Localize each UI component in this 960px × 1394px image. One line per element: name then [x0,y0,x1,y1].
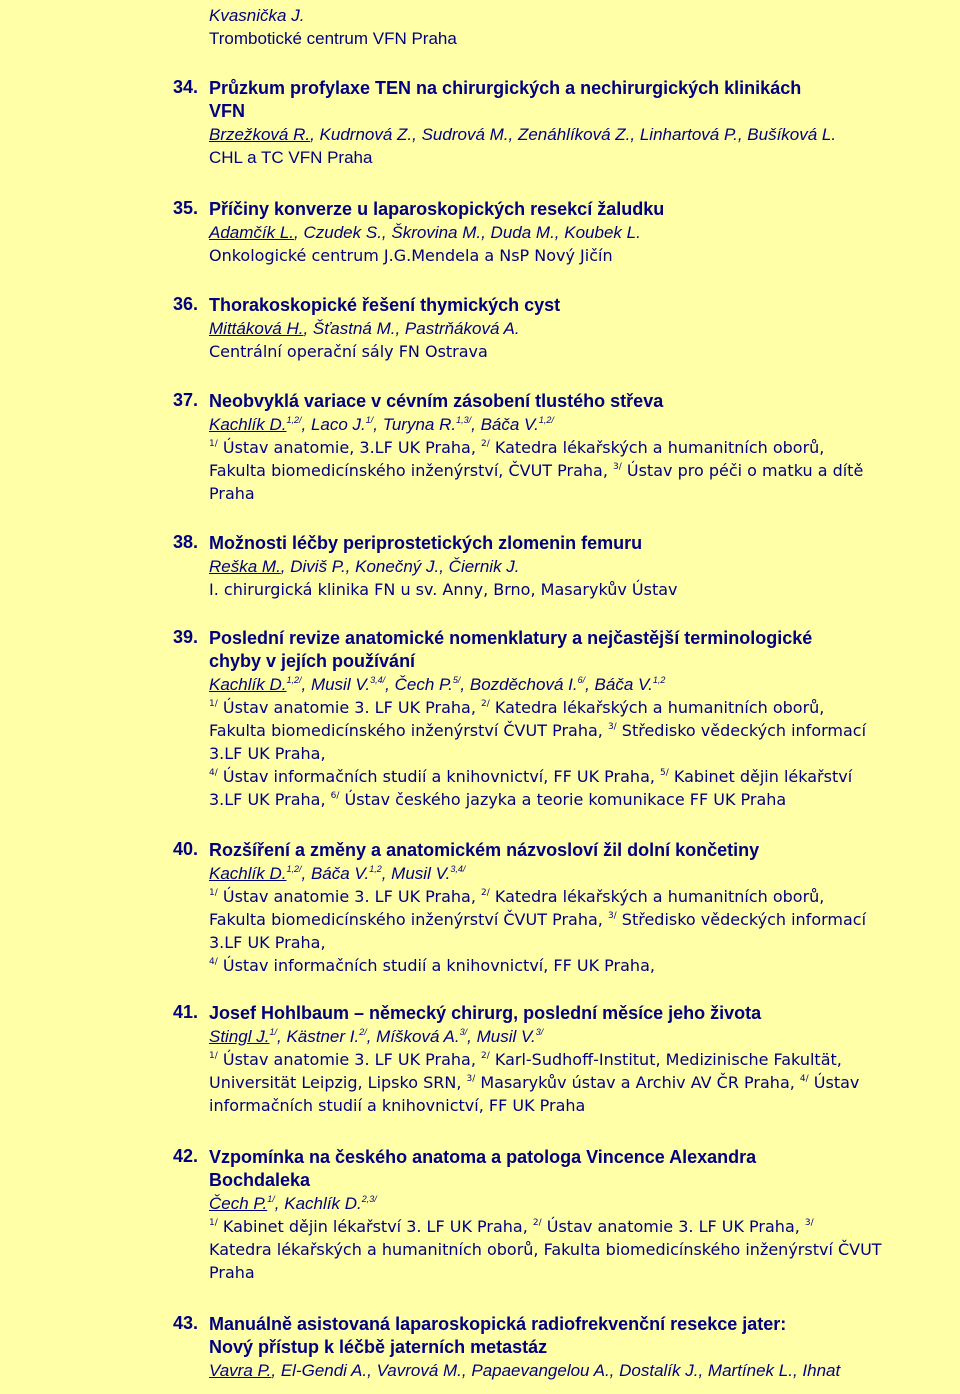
affiliation: Centrální operační sály FN Ostrava [209,342,488,361]
affiliation-text: Ústav informačních studií a knihovnictví, FF UK Praha, [217,767,661,786]
authors [209,123,944,146]
item-title-cont: chyby v jejích používání [209,651,416,671]
item-number: 38. [173,532,199,552]
affiliation-superscript: 2/ [481,439,490,449]
affiliation-superscript: 1/ [209,1051,218,1061]
affiliation: Onkologické centrum J.G.Mendela a NsP Nový Jičín [209,246,613,265]
co-author: , Čech P. [385,675,453,694]
item-title: Rozšíření a změny a anatomickém názvosloví žil dolní končetiny [209,840,760,860]
item-title: Průzkum profylaxe TEN na chirurgických a nechirurgických klinikách [209,78,802,98]
affiliation [209,788,944,811]
affiliation-superscript: 3/ [466,1074,476,1084]
author-superscript: 1,3/ [456,415,472,425]
affiliation-text: Katedra lékařských a humanitních oborů, [489,887,825,906]
affiliation: 3.LF UK Praha, [209,933,326,952]
affiliation-superscript: 1/ [209,699,218,709]
author-superscript: 1/ [267,1194,275,1204]
co-author: , Báča V. [585,675,653,694]
author-superscript: 1,2 [652,675,666,685]
affiliation-text: Masarykův ústav a Archiv AV ČR Praha, [475,1073,800,1092]
author-superscript: 3/ [535,1027,544,1037]
affiliation: Praha [209,484,255,503]
first-author: Stingl J. [209,1027,270,1046]
affiliation-superscript: 4/ [799,1074,809,1084]
item-title-cont: Bochdaleka [209,1170,311,1190]
author-superscript: 1/ [269,1027,277,1037]
co-author: , Kachlík D. [274,1194,362,1213]
affiliation-text: Ústav českého jazyka a teorie komunikace FF UK Praha [339,790,787,809]
item-title: Vzpomínka na českého anatoma a patologa Vincence Alexandra [209,1147,757,1167]
affiliation-superscript: 3/ [613,462,622,472]
affiliation-text: Ústav [808,1073,860,1092]
affiliation-superscript: 3/ [607,911,617,921]
authors [209,413,944,436]
affiliation-superscript: 3/ [804,1218,814,1228]
co-authors: , Diviš P., Konečný J., Čiernik J. [280,557,520,576]
item-number: 43. [173,1313,199,1333]
affiliation: CHL a TC VFN Praha [209,148,373,167]
co-author: , Musil V. [301,675,371,694]
item-36 [173,294,944,363]
affiliation-text: Středisko vědeckých informací [616,721,867,740]
author-superscript: 1,2 [369,864,382,874]
item-number: 39. [173,627,199,647]
affiliation-text: Kabinet dějin lékařství [668,767,853,786]
affiliation-text: Ústav anatomie 3. LF UK Praha, [541,1217,805,1236]
authors: Kvasnička J. [209,6,305,25]
affiliation-text: Ústav anatomie, 3.LF UK Praha, [217,438,482,457]
author-superscript: 5/ [452,675,461,685]
item-number: 42. [173,1146,199,1166]
author-superscript: 6/ [577,675,586,685]
item-43 [173,1313,944,1382]
item-number: 36. [173,294,199,314]
item-title-cont: VFN [209,101,245,121]
affiliation-superscript: 4/ [209,768,218,778]
item-35 [173,198,944,267]
first-author: Kachlík D. [209,675,287,694]
first-author: Adamčík L. [209,223,295,242]
authors [209,1192,944,1215]
author-superscript: 1,2/ [538,415,554,425]
affiliation [209,696,944,719]
item-title: Příčiny konverze u laparoskopických resekcí žaludku [209,199,665,219]
item-33-tail [173,4,944,50]
affiliation-text: Karl-Sudhoff-Institut, Medizinische Fakultät, [489,1050,842,1069]
item-34 [173,77,944,169]
first-author: Čech P. [209,1194,268,1213]
item-title: Možnosti léčby periprostetických zlomenin femuru [209,533,643,553]
affiliation-text: Fakulta biomedicínského inženýrství ČVUT Praha, [209,910,608,929]
co-author: , Míšková A. [366,1027,460,1046]
item-number: 41. [173,1002,199,1022]
co-author: , Musil V. [381,864,451,883]
item-title: Neobvyklá variace v cévním zásobení tlustého střeva [209,391,664,411]
co-author: , Musil V. [467,1027,536,1046]
affiliation-superscript: 3/ [607,722,617,732]
author-superscript: 2/ [359,1027,367,1037]
co-author: , Laco J. [301,415,366,434]
affiliation: I. chirurgická klinika FN u sv. Anny, Brno, Masarykův Ústav [209,580,678,599]
item-title-cont: Nový přístup k léčbě jaterních metastáz [209,1337,548,1357]
author-superscript: 3,4/ [450,864,466,874]
affiliation-superscript: 4/ [209,957,218,967]
authors [209,1025,944,1048]
affiliation [209,765,944,788]
item-number: 34. [173,77,199,97]
affiliation: 3.LF UK Praha, [209,744,326,763]
affiliation-superscript: 2/ [481,699,490,709]
affiliation [209,719,944,742]
affiliation-text: Ústav informačních studií a knihovnictví, FF UK Praha, [217,956,655,975]
affiliation-text: Katedra lékařských a humanitních oborů, [489,438,825,457]
authors [209,1359,944,1382]
affiliation [209,885,944,908]
authors [209,221,944,244]
affiliation-text: Středisko vědeckých informací [616,910,867,929]
first-author: Kachlík D. [209,864,287,883]
item-37 [173,390,944,505]
affiliation-superscript: 1/ [209,888,218,898]
affiliation [209,436,944,459]
affiliation-text: Katedra lékařských a humanitních oborů, [489,698,825,717]
affiliation-text: Universität Leipzig, Lipsko SRN, [209,1073,467,1092]
affiliation [209,459,944,482]
affiliation-superscript: 2/ [481,1051,490,1061]
co-authors: , El-Gendi A., Vavrová M., Papaevangelou A., Dostalík J., Martínek L., Ihnat [271,1361,841,1380]
item-title: Manuálně asistovaná laparoskopická radiofrekvenční resekce jater: [209,1314,787,1334]
co-authors: , Šťastná M., Pastrňáková A. [303,319,520,338]
co-author: , Kästner I. [277,1027,360,1046]
author-superscript: 1/ [365,415,374,425]
affiliation-text: Ústav anatomie 3. LF UK Praha, [217,887,482,906]
author-superscript: 1,2/ [286,415,302,425]
item-number: 37. [173,390,199,410]
affiliation-text: 3.LF UK Praha, [209,790,331,809]
co-authors: , Czudek S., Škrovina M., Duda M., Koubek L. [294,223,641,242]
author-superscript: 2,3/ [361,1194,377,1204]
co-author: , Bozděchová I. [460,675,578,694]
affiliation-superscript: 2/ [481,888,490,898]
author-superscript: 1,2/ [286,864,302,874]
item-title: Poslední revize anatomické nomenklatury a nejčastější terminologické [209,628,813,648]
affiliation: informačních studií a knihovnictví, FF UK Praha [209,1096,586,1115]
affiliation-text: Ústav anatomie 3. LF UK Praha, [217,1050,482,1069]
item-41 [173,1002,944,1117]
affiliation-text: Fakulta biomedicínského inženýrství ČVUT Praha, [209,721,608,740]
affiliation-text: Fakulta biomedicínského inženýrství, ČVUT Praha, [209,461,614,480]
author-superscript: 3/ [459,1027,468,1037]
first-author: Mittáková H. [209,319,304,338]
affiliation [209,1071,944,1094]
affiliation [209,954,944,977]
item-40 [173,839,944,977]
authors [209,862,944,885]
affiliation: Katedra lékařských a humanitních oborů, Fakulta biomedicínského inženýrství ČVUT [209,1240,882,1259]
affiliation-superscript: 6/ [330,791,340,801]
affiliation [209,1048,944,1071]
affiliation-text: Ústav pro péči o matku a dítě [621,461,864,480]
item-title: Thorakoskopické řešení thymických cyst [209,295,561,315]
item-title: Josef Hohlbaum – německý chirurg, poslední měsíce jeho života [209,1003,762,1023]
author-superscript: 3,4/ [370,675,386,685]
item-number: 40. [173,839,199,859]
co-author: , Báča V. [301,864,370,883]
affiliation: Trombotické centrum VFN Praha [209,29,457,48]
item-42 [173,1146,944,1284]
first-author: Reška M. [209,557,281,576]
authors [209,317,944,340]
item-38 [173,532,944,601]
authors [209,555,944,578]
affiliation [209,908,944,931]
affiliation-superscript: 5/ [660,768,669,778]
first-author: Kachlík D. [209,415,287,434]
first-author: Brzežková R. [209,125,311,144]
co-authors: , Kudrnová Z., Sudrová M., Zenáhlíková Z., Linhartová P., Bušíková L. [310,125,837,144]
affiliation-superscript: 1/ [209,1218,218,1228]
affiliation-superscript: 1/ [209,439,218,449]
item-number: 35. [173,198,199,218]
item-39 [173,627,944,811]
authors [209,673,944,696]
affiliation [209,1215,944,1238]
affiliation-text: Ústav anatomie 3. LF UK Praha, [217,698,482,717]
author-superscript: 1,2/ [286,675,302,685]
affiliation: Praha [209,1263,255,1282]
affiliation-superscript: 2/ [532,1218,542,1228]
co-author: , Turyna R. [373,415,457,434]
first-author: Vavra P. [209,1361,272,1380]
co-author: , Báča V. [471,415,539,434]
affiliation-text: Kabinet dějin lékařství 3. LF UK Praha, [217,1217,533,1236]
